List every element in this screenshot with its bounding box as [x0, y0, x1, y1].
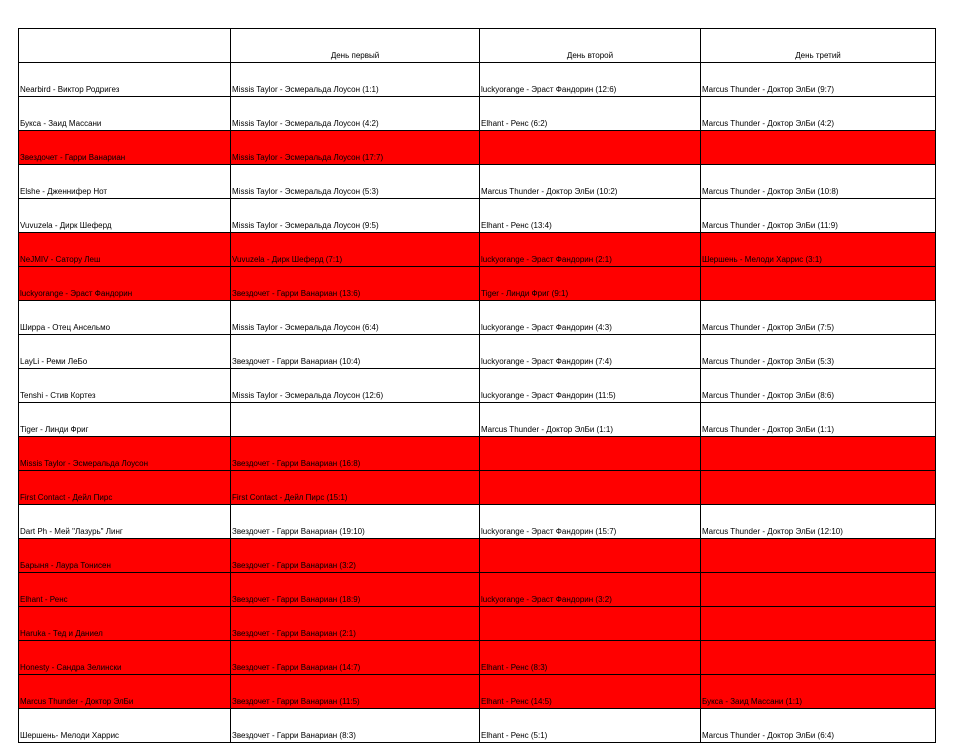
table-row: [19, 199, 936, 233]
day-one-cell[interactable]: Missis Taylor - Эсмеральда Лоусон (12:6): [231, 369, 480, 403]
player-cell[interactable]: Dart Ph - Мей "Лазурь" Линг: [19, 505, 231, 539]
table-row: [19, 267, 936, 301]
player-cell[interactable]: Honesty - Сандра Зелински: [19, 641, 231, 675]
player-cell[interactable]: First Contact - Дейл Пирс: [19, 471, 231, 505]
day-two-cell[interactable]: Elhant - Ренс (5:1): [480, 709, 701, 743]
day-one-cell[interactable]: Звездочет - Гарри Ванариан (18:9): [231, 573, 480, 607]
day-two-cell[interactable]: luckyorange - Эраст Фандорин (11:5): [480, 369, 701, 403]
table-row: [19, 675, 936, 709]
day-one-cell[interactable]: Звездочет - Гарри Ванариан (2:1): [231, 607, 480, 641]
day-two-cell[interactable]: [480, 437, 701, 471]
player-cell[interactable]: Шершень- Мелоди Харрис: [19, 709, 231, 743]
day-three-cell[interactable]: Marcus Thunder - Доктор ЭлБи (9:7): [701, 63, 936, 97]
table-row: [19, 709, 936, 743]
day-three-cell[interactable]: Marcus Thunder - Доктор ЭлБи (10:8): [701, 165, 936, 199]
day-one-cell[interactable]: Звездочет - Гарри Ванариан (8:3): [231, 709, 480, 743]
header-row: [19, 29, 936, 63]
day-two-cell[interactable]: [480, 539, 701, 573]
day-two-cell[interactable]: [480, 131, 701, 165]
table-row: [19, 369, 936, 403]
table-row: [19, 573, 936, 607]
day-two-cell[interactable]: luckyorange - Эраст Фандорин (12:6): [480, 63, 701, 97]
day-three-cell[interactable]: Marcus Thunder - Доктор ЭлБи (7:5): [701, 301, 936, 335]
day-three-cell[interactable]: Marcus Thunder - Доктор ЭлБи (5:3): [701, 335, 936, 369]
day-three-cell[interactable]: [701, 437, 936, 471]
table-row: [19, 97, 936, 131]
day-one-cell[interactable]: Звездочет - Гарри Ванариан (13:6): [231, 267, 480, 301]
player-cell[interactable]: Marcus Thunder - Доктор ЭлБи: [19, 675, 231, 709]
day-one-cell[interactable]: Звездочет - Гарри Ванариан (10:4): [231, 335, 480, 369]
table-row: [19, 165, 936, 199]
table-row: [19, 607, 936, 641]
day-one-cell[interactable]: Звездочет - Гарри Ванариан (19:10): [231, 505, 480, 539]
player-cell[interactable]: Elshe - Дженнифер Нот: [19, 165, 231, 199]
day-three-cell[interactable]: [701, 471, 936, 505]
player-cell[interactable]: NeJMIV - Сатору Леш: [19, 233, 231, 267]
day-one-cell[interactable]: Missis Taylor - Эсмеральда Лоусон (9:5): [231, 199, 480, 233]
player-cell[interactable]: luckyorange - Эраст Фандорин: [19, 267, 231, 301]
day-one-cell[interactable]: Vuvuzela - Дирк Шеферд (7:1): [231, 233, 480, 267]
table-row: [19, 471, 936, 505]
day-two-cell[interactable]: [480, 607, 701, 641]
day-three-cell[interactable]: Шершень - Мелоди Харрис (3:1): [701, 233, 936, 267]
day-one-cell[interactable]: Звездочет - Гарри Ванариан (16:8): [231, 437, 480, 471]
player-cell[interactable]: Tenshi - Стив Кортез: [19, 369, 231, 403]
day-three-cell[interactable]: [701, 607, 936, 641]
player-cell[interactable]: Звездочет - Гарри Ванариан: [19, 131, 231, 165]
header-cell-player[interactable]: [19, 29, 231, 63]
day-three-cell[interactable]: [701, 573, 936, 607]
day-three-cell[interactable]: [701, 131, 936, 165]
table-row: [19, 437, 936, 471]
player-cell[interactable]: Nearbird - Виктор Родригез: [19, 63, 231, 97]
day-one-cell[interactable]: Missis Taylor - Эсмеральда Лоусон (1:1): [231, 63, 480, 97]
day-two-cell[interactable]: Elhant - Ренс (6:2): [480, 97, 701, 131]
table-row: [19, 505, 936, 539]
table-row: [19, 63, 936, 97]
table-row: [19, 335, 936, 369]
day-three-cell[interactable]: Буксa - Заид Массани (1:1): [701, 675, 936, 709]
player-cell[interactable]: Tiger - Линди Фриг: [19, 403, 231, 437]
table-row: [19, 539, 936, 573]
player-cell[interactable]: Elhant - Ренс: [19, 573, 231, 607]
player-cell[interactable]: Haruka - Тед и Даниел: [19, 607, 231, 641]
day-three-cell[interactable]: Marcus Thunder - Доктор ЭлБи (1:1): [701, 403, 936, 437]
day-two-cell[interactable]: luckyorange - Эраст Фандорин (4:3): [480, 301, 701, 335]
table-body: [19, 29, 936, 743]
day-three-cell[interactable]: Marcus Thunder - Доктор ЭлБи (4:2): [701, 97, 936, 131]
day-three-cell[interactable]: Marcus Thunder - Доктор ЭлБи (11:9): [701, 199, 936, 233]
day-three-cell[interactable]: [701, 267, 936, 301]
day-three-cell[interactable]: [701, 641, 936, 675]
day-three-cell[interactable]: Marcus Thunder - Доктор ЭлБи (12:10): [701, 505, 936, 539]
day-two-cell[interactable]: Elhant - Ренс (13:4): [480, 199, 701, 233]
player-cell[interactable]: Барыня - Лаура Тонисен: [19, 539, 231, 573]
table-row: [19, 233, 936, 267]
day-one-cell[interactable]: [231, 403, 480, 437]
table-row: [19, 131, 936, 165]
day-two-cell[interactable]: luckyorange - Эраст Фандорин (15:7): [480, 505, 701, 539]
day-one-cell[interactable]: Звездочет - Гарри Ванариан (3:2): [231, 539, 480, 573]
day-one-cell[interactable]: Missis Taylor - Эсмеральда Лоусон (17:7): [231, 131, 480, 165]
day-two-cell[interactable]: luckyorange - Эраст Фандорин (2:1): [480, 233, 701, 267]
day-one-cell[interactable]: Звездочет - Гарри Ванариан (14:7): [231, 641, 480, 675]
day-two-cell[interactable]: Marcus Thunder - Доктор ЭлБи (1:1): [480, 403, 701, 437]
day-one-cell[interactable]: First Contact - Дейл Пирс (15:1): [231, 471, 480, 505]
day-two-cell[interactable]: Elhant - Ренс (14:5): [480, 675, 701, 709]
day-one-cell[interactable]: Missis Taylor - Эсмеральда Лоусон (5:3): [231, 165, 480, 199]
day-three-cell[interactable]: [701, 539, 936, 573]
spreadsheet-table: [18, 28, 936, 743]
table-row: [19, 301, 936, 335]
day-two-cell[interactable]: luckyorange - Эраст Фандорин (7:4): [480, 335, 701, 369]
player-cell[interactable]: Missis Taylor - Эсмеральда Лоусон: [19, 437, 231, 471]
day-three-cell[interactable]: Marcus Thunder - Доктор ЭлБи (8:6): [701, 369, 936, 403]
table-row: [19, 641, 936, 675]
day-one-cell[interactable]: Missis Taylor - Эсмеральда Лоусон (4:2): [231, 97, 480, 131]
day-three-cell[interactable]: Marcus Thunder - Доктор ЭлБи (6:4): [701, 709, 936, 743]
day-two-cell[interactable]: [480, 471, 701, 505]
table-row: [19, 403, 936, 437]
header-cell-day-two[interactable]: День второй: [480, 29, 701, 63]
day-two-cell[interactable]: Elhant - Ренс (8:3): [480, 641, 701, 675]
player-cell[interactable]: LayLi - Реми ЛеБо: [19, 335, 231, 369]
day-one-cell[interactable]: Звездочет - Гарри Ванариан (11:5): [231, 675, 480, 709]
player-cell[interactable]: Vuvuzela - Дирк Шеферд: [19, 199, 231, 233]
day-two-cell[interactable]: Tiger - Линди Фриг (9:1): [480, 267, 701, 301]
day-two-cell[interactable]: luckyorange - Эраст Фандорин (3:2): [480, 573, 701, 607]
day-one-cell[interactable]: Missis Taylor - Эсмеральда Лоусон (6:4): [231, 301, 480, 335]
player-cell[interactable]: Ширра - Отец Ансельмо: [19, 301, 231, 335]
day-two-cell[interactable]: Marcus Thunder - Доктор ЭлБи (10:2): [480, 165, 701, 199]
player-cell[interactable]: Буксa - Заид Массани: [19, 97, 231, 131]
header-cell-day-one[interactable]: День первый: [231, 29, 480, 63]
header-cell-day-three[interactable]: День третий: [701, 29, 936, 63]
